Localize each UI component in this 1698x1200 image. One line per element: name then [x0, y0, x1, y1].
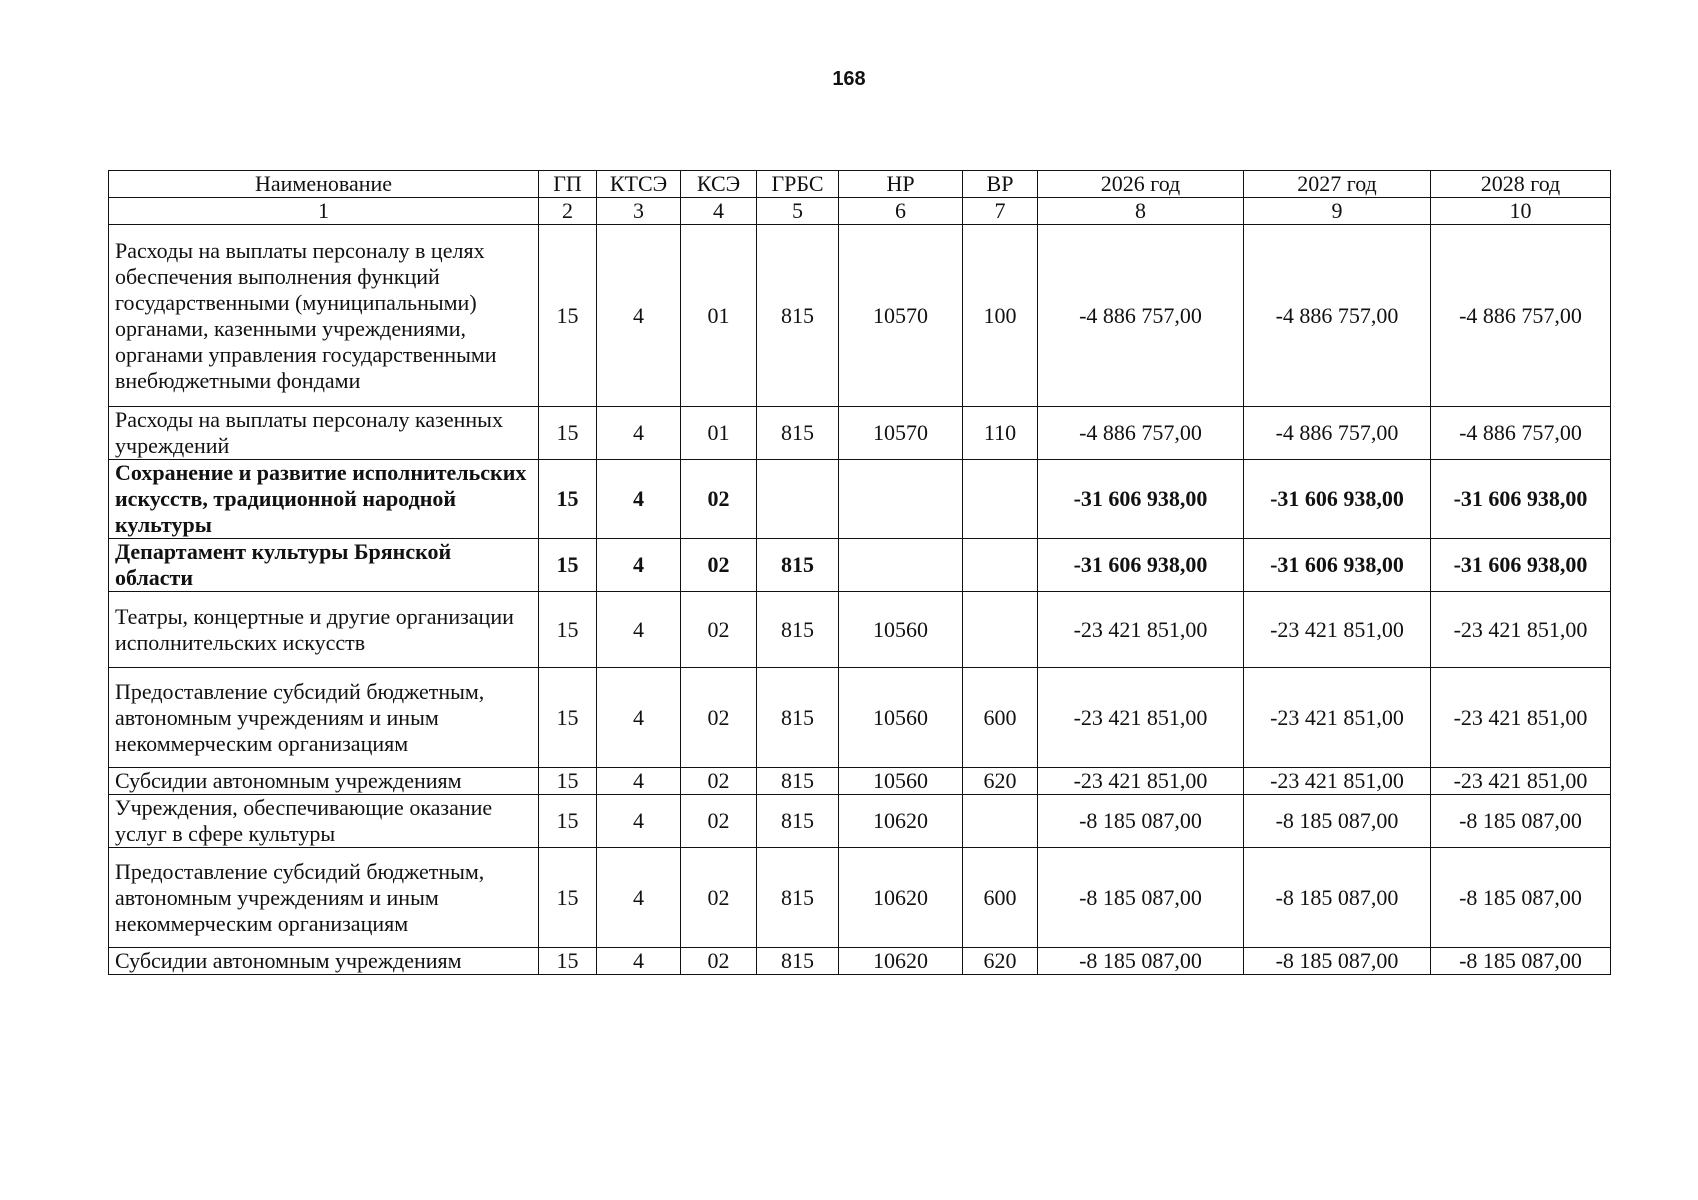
- cell-grbs: 815: [757, 848, 839, 948]
- cell-ktse: 4: [597, 407, 681, 460]
- cell-amount-2027: -4 886 757,00: [1244, 407, 1431, 460]
- cell-amount-2027: -23 421 851,00: [1244, 592, 1431, 668]
- cell-vr: [963, 460, 1038, 539]
- cell-grbs: 815: [757, 539, 839, 592]
- cell-vr: 600: [963, 848, 1038, 948]
- cell-gp: 15: [539, 768, 597, 795]
- cell-amount-2026: -8 185 087,00: [1038, 795, 1244, 848]
- col-header-2027: 2027 год: [1244, 171, 1431, 198]
- cell-amount-2028: -4 886 757,00: [1431, 225, 1611, 407]
- cell-grbs: 815: [757, 668, 839, 768]
- cell-name: Департамент культуры Брянской области: [109, 539, 539, 592]
- cell-gp: 15: [539, 848, 597, 948]
- cell-amount-2026: -23 421 851,00: [1038, 592, 1244, 668]
- cell-kse: 02: [681, 668, 757, 768]
- cell-ktse: 4: [597, 768, 681, 795]
- cell-grbs: 815: [757, 768, 839, 795]
- cell-ktse: 4: [597, 848, 681, 948]
- col-number: 6: [839, 198, 963, 225]
- cell-amount-2028: -8 185 087,00: [1431, 848, 1611, 948]
- cell-ktse: 4: [597, 948, 681, 975]
- cell-grbs: 815: [757, 795, 839, 848]
- col-header-nr: НР: [839, 171, 963, 198]
- cell-amount-2027: -31 606 938,00: [1244, 460, 1431, 539]
- cell-amount-2028: -23 421 851,00: [1431, 768, 1611, 795]
- col-number: 7: [963, 198, 1038, 225]
- cell-grbs: [757, 460, 839, 539]
- col-header-2028: 2028 год: [1431, 171, 1611, 198]
- cell-kse: 02: [681, 948, 757, 975]
- cell-name: Предоставление субсидий бюджетным, автономным учреждениям и иным некоммерческим организациям: [109, 848, 539, 948]
- table-row: [109, 460, 1611, 539]
- table-row: [109, 768, 1611, 795]
- budget-table: [108, 170, 1611, 975]
- cell-amount-2026: -8 185 087,00: [1038, 948, 1244, 975]
- cell-amount-2028: -23 421 851,00: [1431, 592, 1611, 668]
- column-number-row: [109, 198, 1611, 225]
- cell-name: Учреждения, обеспечивающие оказание услуг в сфере культуры: [109, 795, 539, 848]
- cell-nr: 10620: [839, 795, 963, 848]
- col-number: 9: [1244, 198, 1431, 225]
- cell-gp: 15: [539, 539, 597, 592]
- cell-nr: [839, 460, 963, 539]
- cell-grbs: 815: [757, 225, 839, 407]
- cell-vr: 600: [963, 668, 1038, 768]
- table-row: [109, 795, 1611, 848]
- cell-nr: 10570: [839, 407, 963, 460]
- col-header-2026: 2026 год: [1038, 171, 1244, 198]
- col-number: 2: [539, 198, 597, 225]
- cell-grbs: 815: [757, 407, 839, 460]
- cell-amount-2028: -31 606 938,00: [1431, 539, 1611, 592]
- cell-nr: 10620: [839, 848, 963, 948]
- cell-amount-2026: -31 606 938,00: [1038, 539, 1244, 592]
- cell-ktse: 4: [597, 592, 681, 668]
- cell-ktse: 4: [597, 539, 681, 592]
- cell-name: Расходы на выплаты персоналу казенных учреждений: [109, 407, 539, 460]
- cell-ktse: 4: [597, 795, 681, 848]
- cell-vr: 110: [963, 407, 1038, 460]
- col-header-vr: ВР: [963, 171, 1038, 198]
- col-header-ktse: КТСЭ: [597, 171, 681, 198]
- cell-nr: 10560: [839, 768, 963, 795]
- col-header-kse: КСЭ: [681, 171, 757, 198]
- cell-amount-2028: -8 185 087,00: [1431, 795, 1611, 848]
- cell-nr: 10570: [839, 225, 963, 407]
- cell-amount-2027: -23 421 851,00: [1244, 768, 1431, 795]
- cell-gp: 15: [539, 460, 597, 539]
- cell-name: Предоставление субсидий бюджетным, автономным учреждениям и иным некоммерческим организациям: [109, 668, 539, 768]
- cell-vr: [963, 795, 1038, 848]
- cell-kse: 02: [681, 592, 757, 668]
- table-row: [109, 592, 1611, 668]
- cell-kse: 02: [681, 539, 757, 592]
- header-row: [109, 171, 1611, 198]
- cell-kse: 01: [681, 225, 757, 407]
- col-header-gp: ГП: [539, 171, 597, 198]
- cell-gp: 15: [539, 668, 597, 768]
- cell-amount-2028: -31 606 938,00: [1431, 460, 1611, 539]
- cell-ktse: 4: [597, 668, 681, 768]
- cell-vr: 100: [963, 225, 1038, 407]
- table-row: [109, 848, 1611, 948]
- cell-amount-2026: -8 185 087,00: [1038, 848, 1244, 948]
- cell-amount-2028: -4 886 757,00: [1431, 407, 1611, 460]
- col-number: 5: [757, 198, 839, 225]
- col-header-name: Наименование: [109, 171, 539, 198]
- page-number: 168: [832, 68, 866, 90]
- cell-gp: 15: [539, 592, 597, 668]
- cell-gp: 15: [539, 948, 597, 975]
- cell-nr: 10560: [839, 668, 963, 768]
- cell-amount-2027: -8 185 087,00: [1244, 795, 1431, 848]
- cell-nr: [839, 539, 963, 592]
- col-number: 10: [1431, 198, 1611, 225]
- cell-amount-2027: -4 886 757,00: [1244, 225, 1431, 407]
- cell-amount-2026: -23 421 851,00: [1038, 768, 1244, 795]
- cell-gp: 15: [539, 795, 597, 848]
- cell-amount-2028: -23 421 851,00: [1431, 668, 1611, 768]
- cell-vr: [963, 539, 1038, 592]
- cell-nr: 10560: [839, 592, 963, 668]
- table-row: [109, 948, 1611, 975]
- cell-ktse: 4: [597, 225, 681, 407]
- col-header-grbs: ГРБС: [757, 171, 839, 198]
- cell-gp: 15: [539, 407, 597, 460]
- table-body: [109, 225, 1611, 975]
- cell-amount-2026: -31 606 938,00: [1038, 460, 1244, 539]
- cell-amount-2027: -8 185 087,00: [1244, 848, 1431, 948]
- cell-gp: 15: [539, 225, 597, 407]
- cell-kse: 02: [681, 795, 757, 848]
- table-row: [109, 407, 1611, 460]
- col-number: 8: [1038, 198, 1244, 225]
- cell-vr: [963, 592, 1038, 668]
- table-row: [109, 668, 1611, 768]
- cell-kse: 02: [681, 768, 757, 795]
- table-row: [109, 225, 1611, 407]
- cell-vr: 620: [963, 948, 1038, 975]
- cell-name: Субсидии автономным учреждениям: [109, 948, 539, 975]
- cell-vr: 620: [963, 768, 1038, 795]
- cell-amount-2028: -8 185 087,00: [1431, 948, 1611, 975]
- cell-name: Театры, концертные и другие организации исполнительских искусств: [109, 592, 539, 668]
- cell-grbs: 815: [757, 948, 839, 975]
- cell-amount-2027: -8 185 087,00: [1244, 948, 1431, 975]
- cell-grbs: 815: [757, 592, 839, 668]
- cell-kse: 02: [681, 460, 757, 539]
- table-row: [109, 539, 1611, 592]
- cell-nr: 10620: [839, 948, 963, 975]
- cell-amount-2027: -31 606 938,00: [1244, 539, 1431, 592]
- col-number: 4: [681, 198, 757, 225]
- cell-ktse: 4: [597, 460, 681, 539]
- cell-amount-2026: -4 886 757,00: [1038, 407, 1244, 460]
- cell-amount-2026: -23 421 851,00: [1038, 668, 1244, 768]
- cell-kse: 01: [681, 407, 757, 460]
- cell-kse: 02: [681, 848, 757, 948]
- cell-name: Расходы на выплаты персоналу в целях обеспечения выполнения функций государственными (муниципальными) органами, казенными учреждениями, органами управления государственными внебюджетными фондами: [109, 225, 539, 407]
- cell-amount-2026: -4 886 757,00: [1038, 225, 1244, 407]
- col-number: 1: [109, 198, 539, 225]
- cell-name: Субсидии автономным учреждениям: [109, 768, 539, 795]
- cell-name: Сохранение и развитие исполнительских искусств, традиционной народной культуры: [109, 460, 539, 539]
- col-number: 3: [597, 198, 681, 225]
- cell-amount-2027: -23 421 851,00: [1244, 668, 1431, 768]
